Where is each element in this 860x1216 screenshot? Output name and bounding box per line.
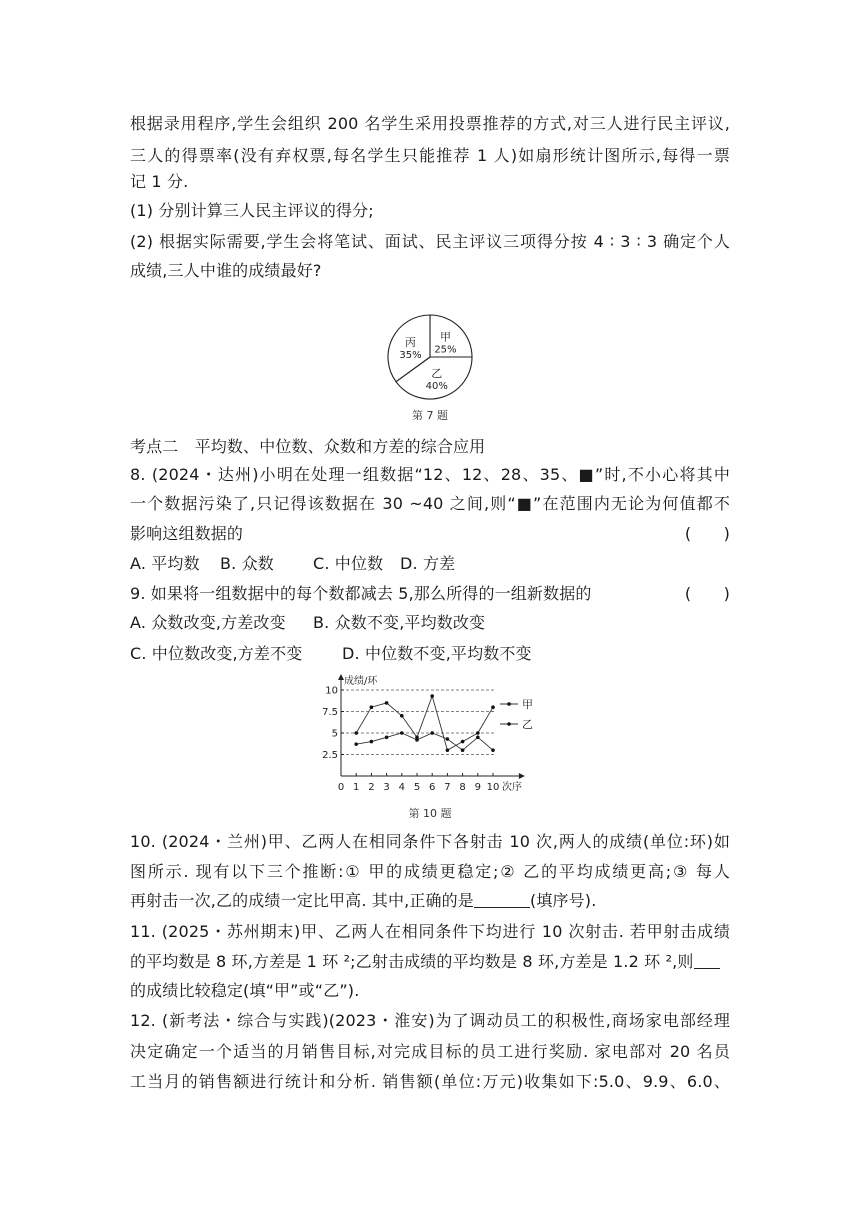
q8-line-1: 8. (2024・达州)小明在处理一组数据“12、12、28、35、■”时,不小心将其中 — [130, 465, 730, 484]
section-title: 考点二 平均数、中位数、众数和方差的综合应用 — [130, 437, 486, 456]
q9-line-1 — [130, 583, 730, 605]
y-tick-label: 5 — [331, 728, 338, 740]
q10-line-3 — [130, 890, 730, 912]
q7-sub-2-line-1: (2) 根据实际需要,学生会将笔试、面试、民主评议三项得分按 4 ∶ 3 ∶ 3 确定个人 — [130, 232, 730, 251]
q10-line-3-text: 再射击一次,乙的成绩一定比甲高. 其中,正确的是 — [130, 891, 474, 910]
series-2-point — [446, 737, 450, 741]
x-axis-label: 次序 — [502, 782, 522, 793]
pie-slice-percent: 35% — [399, 350, 422, 362]
q8-option-b: B. 众数 — [220, 554, 274, 573]
q11-line-2 — [130, 951, 730, 973]
q10-answer-blank[interactable] — [474, 891, 530, 908]
x-axis-arrow-icon — [519, 773, 525, 779]
series-2-point — [400, 731, 404, 735]
q11-line-2-text: 的平均数是 8 环,方差是 1 环 ²;乙射击成绩的平均数是 8 环,方差是 1.2 环 ²,则 — [130, 952, 694, 971]
x-tick-label: 2 — [368, 782, 375, 793]
x-tick-label: 1 — [353, 782, 360, 793]
q9-option-c: C. 中位数改变,方差不变 — [130, 644, 303, 663]
q8-line-3-text: 影响这组数据的 — [130, 524, 244, 543]
q9-option-b: B. 众数不变,平均数改变 — [313, 613, 486, 632]
x-tick-label: 3 — [383, 782, 390, 793]
series-2-point — [354, 742, 358, 746]
series-1-point — [430, 694, 434, 698]
q10-line-1: 10. (2024・兰州)甲、乙两人在相同条件下各射击 10 次,两人的成绩(单位:环)如 — [130, 832, 730, 851]
q8-option-c: C. 中位数 — [313, 554, 384, 573]
series-1-point — [370, 705, 374, 709]
series-1-point — [354, 731, 358, 735]
line-chart-caption: 第 10 题 — [408, 807, 452, 820]
x-tick-label: 9 — [474, 782, 481, 793]
q8-option-a: A. 平均数 — [130, 554, 200, 573]
pie-slice-label: 甲 — [439, 330, 451, 344]
series-1-point — [461, 740, 465, 744]
x-tick-label: 0 — [337, 782, 345, 793]
x-tick-label: 4 — [398, 782, 405, 793]
line-chart — [322, 672, 560, 796]
pie-chart-caption: 第 7 题 — [412, 409, 448, 422]
series-1-point — [476, 731, 480, 735]
legend-label-2: 乙 — [522, 718, 533, 731]
q9-answer-paren: ( ) — [684, 584, 730, 603]
q7-line-3: 记 1 分. — [130, 172, 189, 191]
y-tick-label: 10 — [325, 685, 338, 697]
q8-answer-paren: ( ) — [684, 524, 730, 543]
pie-slice-percent: 40% — [425, 380, 448, 392]
pie-slice-label: 乙 — [431, 366, 443, 380]
pie-chart — [385, 312, 475, 402]
legend-label-1: 甲 — [522, 698, 533, 711]
q9-option-a: A. 众数改变,方差改变 — [130, 613, 286, 632]
q9-option-d: D. 中位数不变,平均数不变 — [342, 644, 532, 663]
q11-line-1: 11. (2025・苏州期末)甲、乙两人在相同条件下均进行 10 次射击. 若甲射击成绩 — [130, 922, 730, 941]
series-2-point — [430, 731, 434, 735]
legend-marker-1 — [507, 702, 511, 706]
q7-sub-2-line-2: 成绩,三人中谁的成绩最好? — [130, 261, 322, 280]
series-2-point — [491, 748, 495, 752]
series-1-point — [385, 701, 389, 705]
q7-sub-1: (1) 分别计算三人民主评议的得分; — [130, 201, 374, 220]
q12-line-3: 工当月的销售额进行统计和分析. 销售额(单位:万元)收集如下:5.0、9.9、6.0、 — [130, 1072, 730, 1091]
y-tick-label: 7.5 — [322, 707, 338, 718]
q8-line-3 — [130, 523, 730, 545]
q7-line-1: 根据录用程序,学生会组织 200 名学生采用投票推荐的方式,对三人进行民主评议, — [130, 114, 730, 133]
q12-line-1: 12. (新考法・综合与实践)(2023・淮安)为了调动员工的积极性,商场家电部经理 — [130, 1011, 730, 1030]
q10-line-3-end: (填序号). — [529, 891, 597, 910]
series-2-point — [370, 740, 374, 744]
x-tick-label: 10 — [486, 782, 500, 793]
series-1-point — [400, 714, 404, 718]
series-2-point — [476, 736, 480, 740]
q8-option-d: D. 方差 — [400, 554, 456, 573]
x-tick-label: 7 — [444, 782, 451, 793]
y-tick-label: 2.5 — [322, 750, 338, 761]
series-1-point — [446, 748, 450, 752]
series-2-point — [461, 748, 465, 752]
q11-answer-blank[interactable] — [694, 952, 720, 969]
series-2-point — [385, 736, 389, 740]
series-2-point — [415, 738, 419, 742]
q11-line-3: 的成绩比较稳定(填“甲”或“乙”). — [130, 981, 360, 1000]
legend-marker-2 — [507, 722, 511, 726]
q9-stem: 9. 如果将一组数据中的每个数都减去 5,那么所得的一组新数据的 — [130, 584, 592, 603]
q10-line-2: 图所示. 现有以下三个推断:① 甲的成绩更稳定;② 乙的平均成绩更高;③ 每人 — [130, 862, 730, 881]
pie-slice-label: 丙 — [405, 336, 417, 350]
q8-line-2: 一个数据污染了,只记得该数据在 30 ~40 之间,则“■”在范围内无论为何值都不 — [130, 494, 730, 513]
series-1-point — [491, 705, 495, 709]
q7-line-2: 三人的得票率(没有弃权票,每名学生只能推荐 1 人)如扇形统计图所示,每得一票 — [130, 146, 730, 165]
pie-slice-percent: 25% — [434, 344, 457, 356]
x-tick-label: 6 — [429, 782, 436, 793]
y-axis-label: 成绩/环 — [344, 676, 378, 687]
q12-line-2: 决定确定一个适当的月销售目标,对完成目标的员工进行奖励. 家电部对 20 名员 — [130, 1042, 730, 1061]
x-tick-label: 5 — [413, 782, 421, 793]
x-tick-label: 8 — [459, 782, 466, 793]
